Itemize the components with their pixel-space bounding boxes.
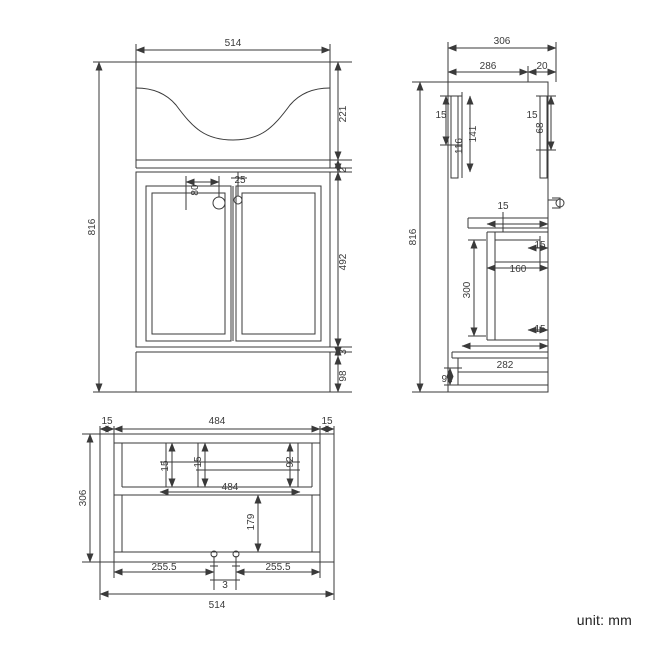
dim-side-body-depth: 286 xyxy=(479,61,497,72)
dim-side-lower-offset: 15 xyxy=(534,324,546,335)
unit-note: unit: mm xyxy=(576,612,632,628)
dim-top-panel-depth: 179 xyxy=(246,513,257,531)
dim-side-bracket-height: 116 xyxy=(454,138,465,154)
dim-side-base-width: 282 xyxy=(496,360,514,371)
dim-side-right-bracket-height: 68 xyxy=(535,122,546,134)
dim-front-handle-gap: 25 xyxy=(234,175,246,186)
dim-side-shelf-inner: 15 xyxy=(534,240,546,251)
dim-side-overall-height: 816 xyxy=(408,228,419,246)
dim-top-overall-width: 514 xyxy=(208,600,226,611)
dim-side-right-bracket-offset: 15 xyxy=(526,110,538,121)
dim-front-plinth-gap: 3 xyxy=(338,349,349,355)
dim-top-door-gap: 3 xyxy=(222,580,228,591)
dim-top-door-right: 255.5 xyxy=(265,562,291,573)
dim-top-panel-width: 484 xyxy=(221,482,239,493)
dim-side-overall-depth: 306 xyxy=(493,36,511,47)
dim-side-shelf-width: 160 xyxy=(509,264,527,275)
dim-top-rail-offset: 15 xyxy=(193,456,204,468)
dim-side-foot-height: 92 xyxy=(441,374,453,385)
dim-top-front-rail: 15 xyxy=(160,460,171,472)
dim-side-overhang: 20 xyxy=(536,61,548,72)
dim-front-basin-height: 221 xyxy=(338,105,349,123)
dim-top-inner-width: 484 xyxy=(208,416,226,427)
dim-top-door-left: 255.5 xyxy=(151,562,177,573)
dim-front-handle-offset: 80 xyxy=(190,184,201,196)
dim-side-top-bracket: 141 xyxy=(468,125,479,143)
dim-top-right-margin: 15 xyxy=(321,416,333,427)
dim-side-shelf-offset: 15 xyxy=(497,201,509,212)
dim-side-shelf-drop: 300 xyxy=(462,281,473,299)
dim-front-overall-width: 514 xyxy=(224,38,242,49)
dim-side-bracket-offset: 15 xyxy=(435,110,447,121)
dim-front-top-gap: 2 xyxy=(338,167,349,173)
dim-front-door-height: 492 xyxy=(338,253,349,271)
dim-front-plinth-height: 98 xyxy=(338,370,349,382)
dim-top-back-offset: 92 xyxy=(285,456,296,468)
dim-top-left-margin: 15 xyxy=(101,416,113,427)
dim-front-overall-height: 816 xyxy=(87,218,98,236)
dim-top-overall-depth: 306 xyxy=(78,489,89,507)
